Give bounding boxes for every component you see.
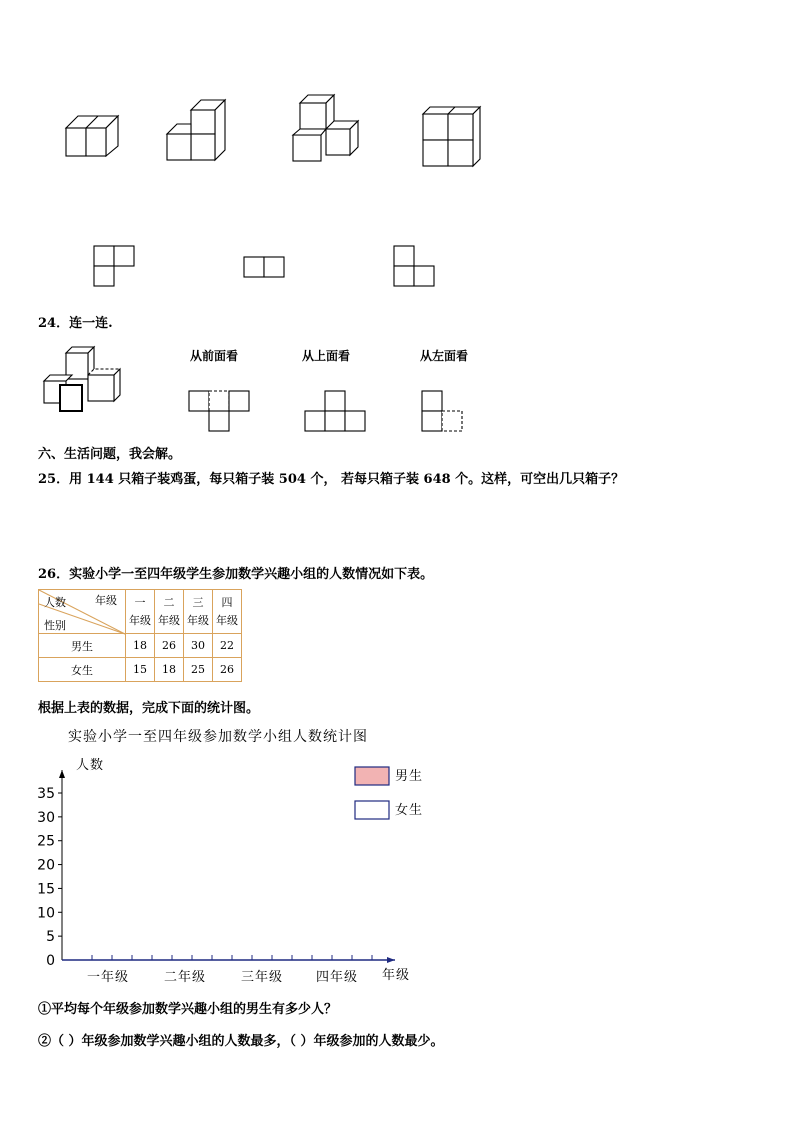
- chart-axes: [59, 757, 395, 963]
- header-grade-1-top: 一: [134, 595, 146, 609]
- x-category-label: 四年级: [315, 970, 359, 985]
- y-tick-label: 30: [37, 809, 55, 826]
- x-category-label: 一年级: [86, 970, 130, 985]
- q26-text: 26．实验小学一至四年级学生参加数学兴趣小组的人数情况如下表。: [38, 567, 434, 582]
- q24-title: 24．连一连.: [38, 316, 113, 331]
- chart-legend: [355, 767, 423, 819]
- y-tick-label: 20: [37, 857, 55, 874]
- x-axis-label: 年级: [381, 968, 411, 983]
- q26-sub2: ②（ ）年级参加数学兴趣小组的人数最多，（ ）年级参加的人数最少。: [38, 1034, 444, 1049]
- legend-label: 男生: [395, 769, 424, 784]
- legend-swatch: [355, 801, 389, 819]
- table-cell: 26: [213, 658, 242, 682]
- section6-title: 六、生活问题，我会解。: [38, 447, 182, 462]
- y-tick-label: 0: [46, 953, 55, 969]
- table-cell: 15: [126, 658, 155, 682]
- view-label-front: 从前面看: [190, 349, 239, 363]
- view-label-left: 从左面看: [420, 349, 469, 363]
- legend-label: 女生: [395, 803, 424, 818]
- row-label-girls: 女生: [39, 658, 126, 682]
- y-tick-label: 35: [37, 786, 55, 802]
- header-grade-2-bottom: 年级: [158, 613, 180, 627]
- table-cell: 22: [213, 634, 242, 658]
- table-cell: 30: [184, 634, 213, 658]
- header-grade-4-top: 四: [221, 595, 233, 609]
- legend-swatch: [355, 767, 389, 785]
- y-axis-label: 人数: [76, 758, 105, 773]
- q26-instruction: 根据上表的数据，完成下面的统计图。: [38, 701, 260, 716]
- chart-ticks: [37, 786, 372, 969]
- y-tick-label: 15: [37, 881, 55, 898]
- corner-count-label: 人数: [44, 596, 66, 609]
- q26-sub1: ①平均每个年级参加数学兴趣小组的男生有多少人？: [38, 1002, 338, 1017]
- chart-categories: [87, 967, 410, 985]
- table-cell: 18: [126, 634, 155, 658]
- header-grade-2-top: 二: [163, 595, 175, 609]
- header-grade-1-bottom: 年级: [129, 613, 151, 627]
- y-tick-label: 5: [46, 929, 55, 946]
- table-cell: 18: [155, 658, 184, 682]
- row-label-boys: 男生: [39, 634, 126, 658]
- x-category-label: 三年级: [240, 970, 284, 985]
- table-cell: 26: [155, 634, 184, 658]
- x-axis-arrow: [387, 957, 395, 963]
- corner-gender-label: 性别: [44, 619, 66, 632]
- header-grade-4-bottom: 年级: [216, 613, 238, 627]
- header-grade-3-bottom: 年级: [187, 613, 209, 627]
- table-cell: 25: [184, 658, 213, 682]
- corner-grade-label: 年级: [95, 594, 117, 607]
- q25-text: 25．用 144 只箱子装鸡蛋，每只箱子装 504 个， 若每只箱子装 648 个。这样，可空出几只箱子？: [38, 472, 625, 487]
- y-tick-label: 10: [37, 905, 55, 922]
- y-axis-arrow: [59, 770, 65, 778]
- x-category-label: 二年级: [163, 970, 207, 985]
- header-grade-3-top: 三: [192, 595, 204, 609]
- y-tick-label: 25: [37, 833, 55, 850]
- chart-title: 实验小学一至四年级参加数学小组人数统计图: [68, 729, 368, 745]
- view-label-top: 从上面看: [302, 349, 351, 363]
